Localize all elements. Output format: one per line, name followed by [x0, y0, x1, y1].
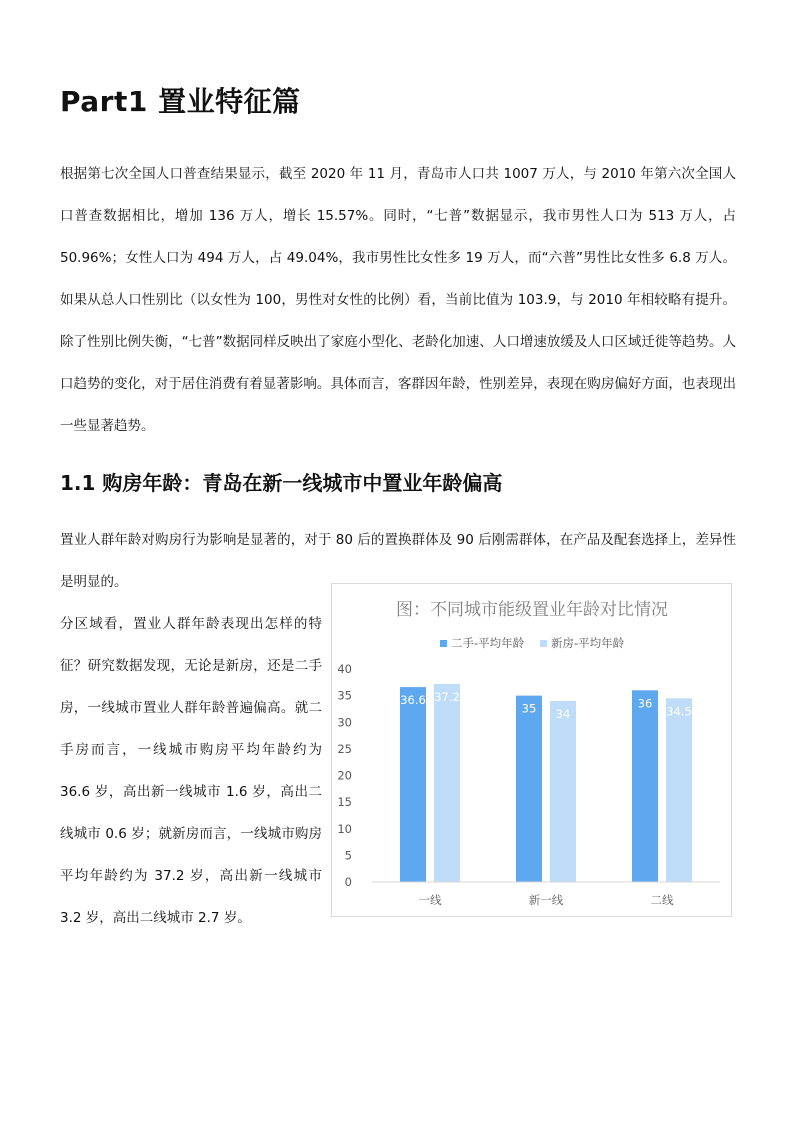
bar-1-2 [666, 698, 692, 882]
y-tick-label-3: 15 [337, 795, 352, 810]
y-tick-label-2: 10 [337, 821, 352, 836]
bar-1-0 [434, 684, 460, 882]
y-tick-label-0: 0 [344, 875, 352, 889]
section-heading: 1.1 购房年龄：青岛在新一线城市中置业年龄偏高 [60, 471, 503, 495]
x-tick-label-2: 二线 [650, 893, 674, 907]
legend-label-1: 新房-平均年龄 [551, 636, 625, 650]
y-tick-label-5: 25 [337, 741, 352, 756]
data-label-1-1: 34 [555, 706, 571, 721]
bar-0-2 [632, 690, 658, 882]
legend-swatch-1 [540, 640, 547, 647]
legend-label-0: 二手-平均年龄 [451, 636, 525, 650]
bar-0-1 [516, 696, 542, 882]
data-label-1-2: 34.5 [666, 704, 692, 719]
chart-title: 图：不同城市能级置业年龄对比情况 [396, 600, 668, 620]
intro-paragraph: 根据第七次全国人口普查结果显示，截至 2020 年 11 月，青岛市人口共 1007 万人，与 2010 年第六次全国人口普查数据相比，增加 136 万人，增长 15.57%。同时，“七普”数据显示，我市男性人口为 513 万人，占 50.96%；女性人口为 494 万人，占 49.04%，我市男性比女性多 19 万人，而“六普”男性比女性多 6.8 万人。如果从总人口性别比（以女性为 100，男性对女性的比例）看，当前比值为 103.9，与 2010 年相较略有提升。除了性别比例失衡，“七普”数据同样反映出了家庭小型化、老龄化加速、人口增速放缓及人口区域迁徙等趋势。人口趋势的变化，对于居住消费有着显著影响。具体而言，客群因年龄，性别差异，表现在购房偏好方面，也表现出一些显著趋势。 [60, 166, 736, 434]
y-tick-label-7: 35 [337, 688, 352, 703]
y-tick-label-8: 40 [337, 662, 352, 676]
y-tick-label-4: 20 [337, 768, 352, 783]
x-tick-label-0: 一线 [418, 893, 442, 907]
y-tick-label-6: 30 [337, 715, 352, 730]
y-tick-label-1: 5 [344, 848, 352, 863]
page-title: Part1 置业特征篇 [60, 85, 301, 118]
x-tick-label-1: 新一线 [528, 893, 564, 907]
bar-0-0 [400, 687, 426, 882]
age-comparison-chart [331, 583, 732, 917]
data-label-0-1: 35 [521, 701, 537, 716]
side-paragraph: 分区域看，置业人群年龄表现出怎样的特征？研究数据发现，无论是新房，还是二手房，一线城市置业人群年龄普遍偏高。就二手房而言，一线城市购房平均年龄约为 36.6 岁，高出新一线城市 1.6 岁，高出二线城市 0.6 岁；就新房而言，一线城市购房平均年龄约为 37.2 岁，高出新一线城市 3.2 岁，高出二线城市 2.7 岁。 [60, 616, 322, 926]
bar-1-1 [550, 701, 576, 882]
section-paragraph: 置业人群年龄对购房行为影响是显著的，对于 80 后的置换群体及 90 后刚需群体，在产品及配套选择上，差异性是明显的。 [60, 532, 736, 590]
data-label-0-2: 36 [637, 696, 653, 711]
data-label-1-0: 37.2 [434, 689, 460, 704]
data-label-0-0: 36.6 [400, 693, 426, 708]
legend-swatch-0 [440, 640, 447, 647]
chart-canvas [332, 584, 731, 916]
